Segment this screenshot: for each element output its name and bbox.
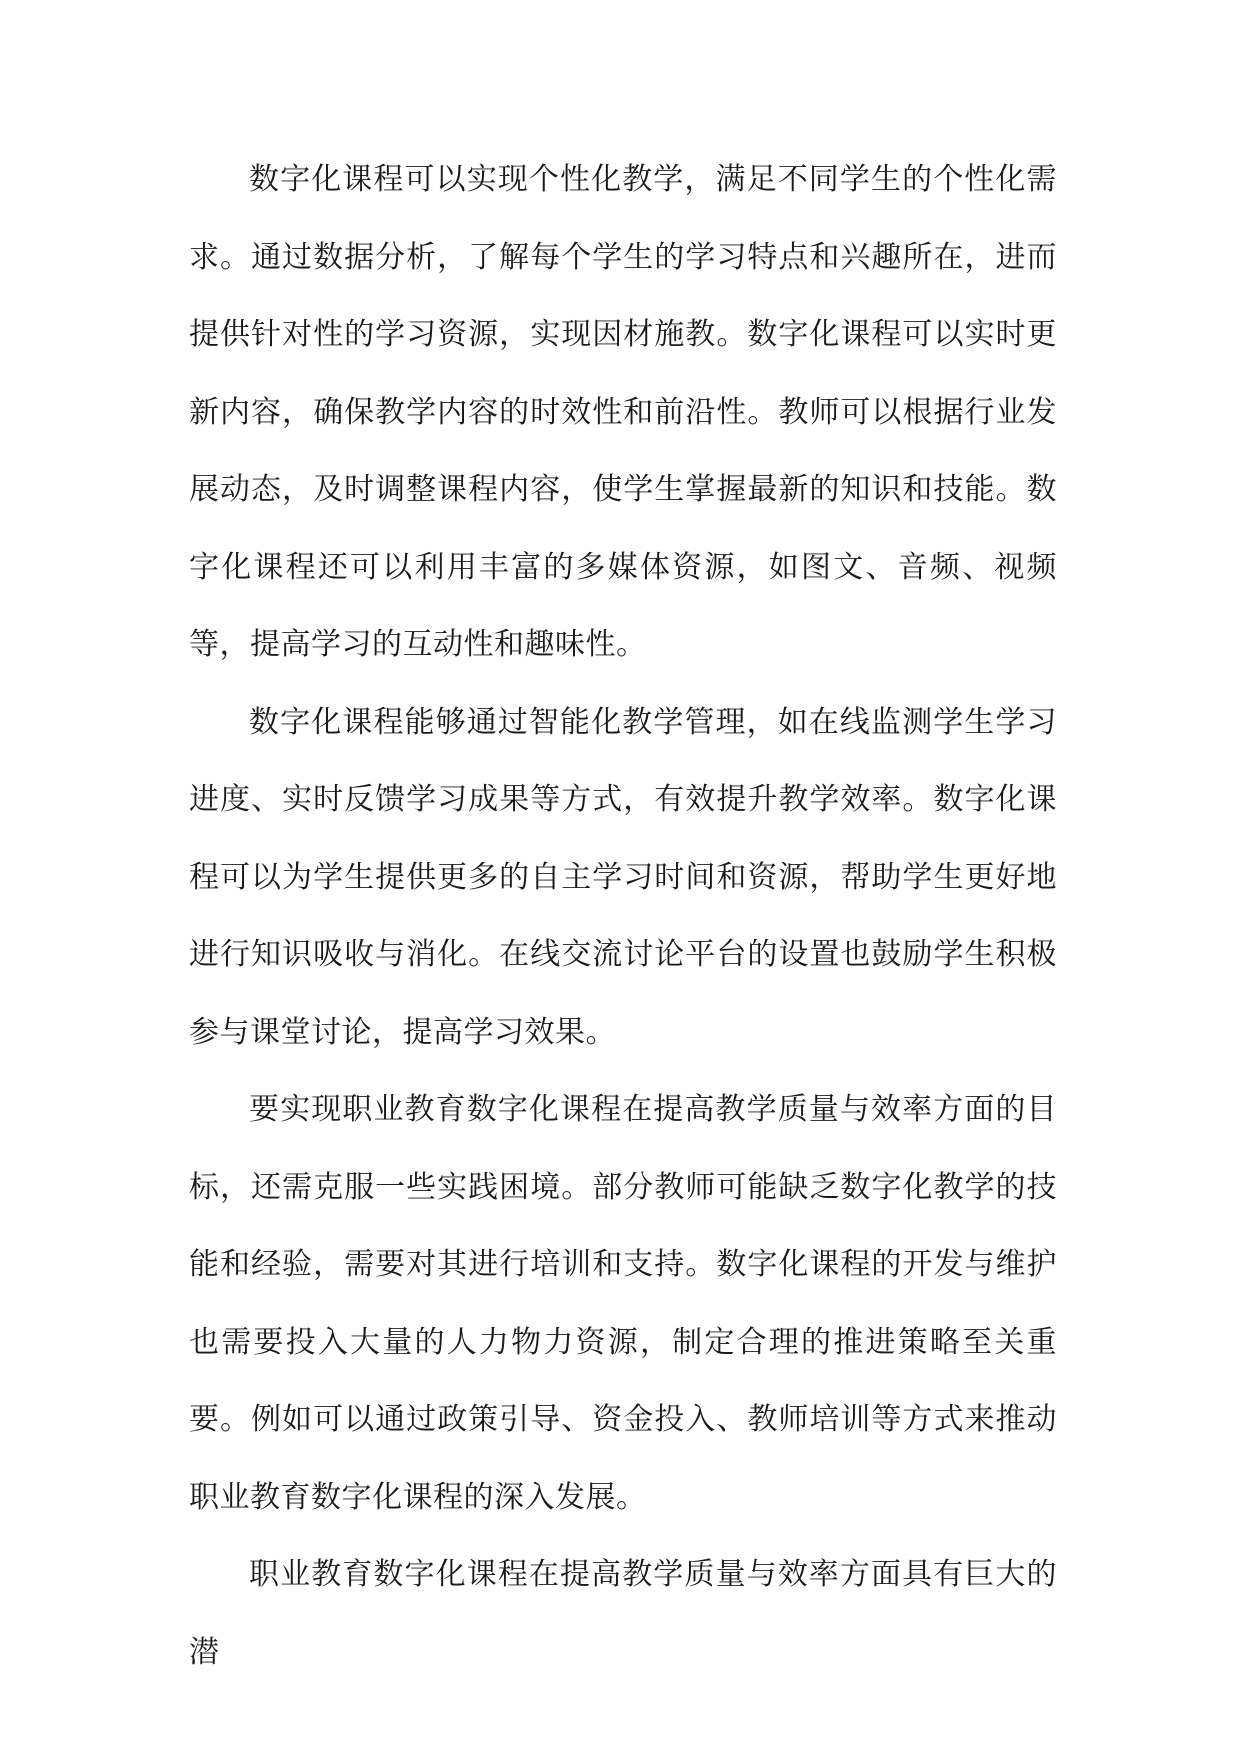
paragraph: 数字化课程可以实现个性化教学，满足不同学生的个性化需求。通过数据分析，了解每个学生的学习特点和兴趣所在，进而提供针对性的学习资源，实现因材施教。数字化课程可以实时更新内容，确保教学内容的时效性和前沿性。教师可以根据行业发展动态，及时调整课程内容，使学生掌握最新的知识和技能。数字化课程还可以利用丰富的多媒体资源，如图文、音频、视频等，提高学习的互动性和趣味性。 — [189, 162, 1057, 662]
paragraph: 数字化课程能够通过智能化教学管理，如在线监测学生学习进度、实时反馈学习成果等方式，有效提升教学效率。数字化课程可以为学生提供更多的自主学习时间和资源，帮助学生更好地进行知识吸收与消化。在线交流讨论平台的设置也鼓励学生积极参与课堂讨论，提高学习效果。 — [189, 704, 1057, 1050]
body-text — [189, 141, 1057, 1691]
paragraph: 职业教育数字化课程在提高教学质量与效率方面具有巨大的潜 — [189, 1557, 1057, 1670]
paragraph: 要实现职业教育数字化课程在提高教学质量与效率方面的目标，还需克服一些实践困境。部分教师可能缺乏数字化教学的技能和经验，需要对其进行培训和支持。数字化课程的开发与维护也需要投入大量的人力物力资源，制定合理的推进策略至关重要。例如可以通过政策引导、资金投入、教师培训等方式来推动职业教育数字化课程的深入发展。 — [189, 1092, 1057, 1515]
